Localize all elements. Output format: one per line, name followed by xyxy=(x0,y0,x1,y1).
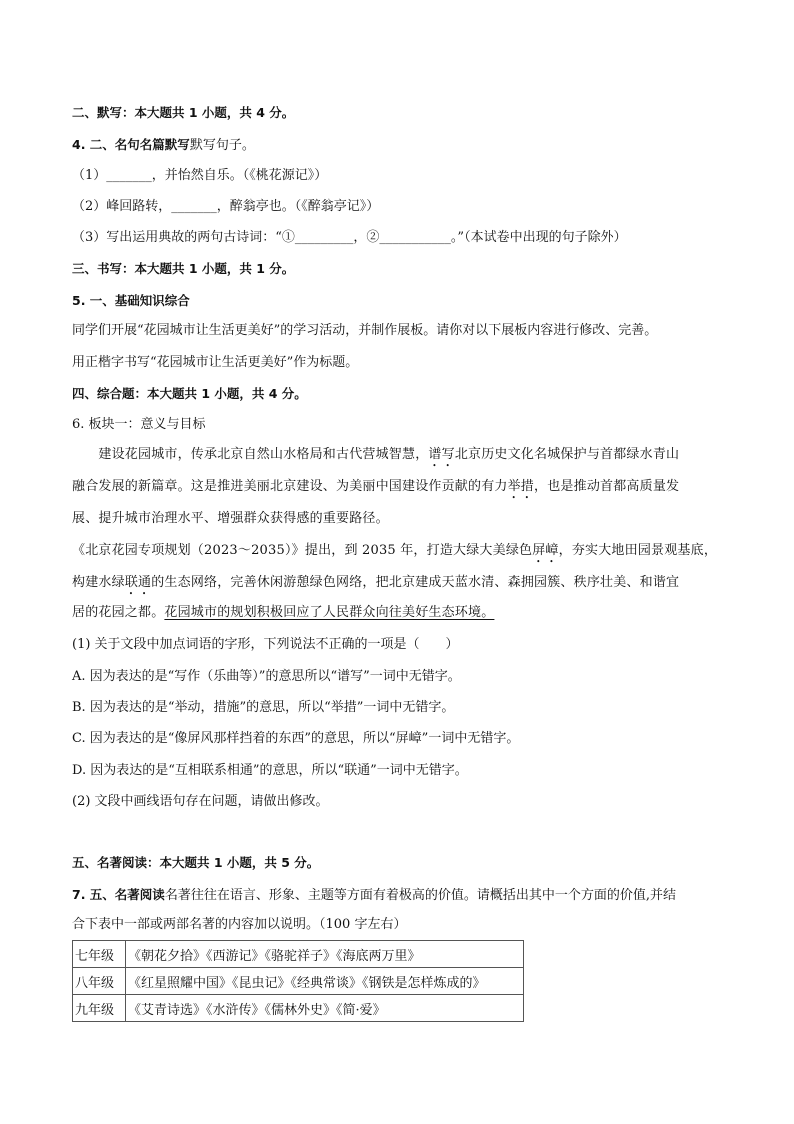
underlined-sentence: 花园城市的规划积极回应了人民群众向往美好生态环境。 xyxy=(164,605,495,620)
dotted-word-liantong: 联通 xyxy=(124,575,152,590)
section-heading-4: 四、综合题：本大题共 1 小题，共 4 分。 xyxy=(72,386,307,401)
dotted-word-jucuo: 举措 xyxy=(507,479,535,494)
books-cell: 《红星照耀中国》《昆虫记》《经典常谈》《钢铁是怎样炼成的》 xyxy=(126,968,524,995)
question-7-title xyxy=(72,886,732,905)
dotted-word-puxie: 谱写 xyxy=(428,447,455,462)
question-4-label: 4. 二、名句名篇默写 xyxy=(72,137,190,152)
question-4-item-3: （3）写出运用典故的两句古诗词：“①_________，②___________。”（本试卷中出现的句子除外） xyxy=(72,230,627,245)
dotted-word-pingzhang: 屏嶂 xyxy=(532,543,559,558)
table-row xyxy=(73,941,524,968)
option-b: B. 因为表达的是“举动，措施”的意思，所以“举措”一词中无错字。 xyxy=(72,700,455,715)
question-4-item-1: （1）_______，并怡然自乐。（《桃花源记》） xyxy=(72,168,328,183)
question-6-title: 6. 板块一：意义与目标 xyxy=(72,417,206,432)
passage-line-3: 展、提升城市治理水平、增强群众获得感的重要路径。 xyxy=(72,511,389,526)
passage-text: 构建水绿 xyxy=(72,575,125,590)
passage-text: ，也是推动首都高质量发 xyxy=(534,479,680,494)
books-cell: 《朝花夕拾》《西游记》《骆驼祥子》《海底两万里》 xyxy=(126,941,524,968)
section-heading-3: 三、书写：本大题共 1 小题，共 1 分。 xyxy=(72,261,295,276)
table-row xyxy=(73,995,524,1022)
passage-line-6 xyxy=(72,604,732,622)
question-4-title xyxy=(72,136,732,155)
question-6-sub-2: (2) 文段中画线语句存在问题，请做出修改。 xyxy=(72,794,329,809)
passage-text: 建设花园城市，传承北京自然山水格局和古代营城智慧， xyxy=(72,447,429,462)
passage-line-2 xyxy=(72,478,732,502)
books-cell: 《艾青诗选》《水浒传》《儒林外史》《简·爱》 xyxy=(126,995,524,1022)
question-5-title: 5. 一、基础知识综合 xyxy=(72,293,190,308)
section-heading-2: 二、默写：本大题共 1 小题，共 4 分。 xyxy=(72,105,295,120)
question-5-line-1: 同学们开展“花园城市让生活更美好”的学习活动，并制作展板。请你对以下展板内容进行修改、完善。 xyxy=(72,323,658,338)
question-4-instruction: 默写句子。 xyxy=(189,138,255,153)
passage-text: ，夯实大地田园景观基底， xyxy=(558,543,718,558)
option-c: C. 因为表达的是“像屏风那样挡着的东西”的意思，所以“屏嶂”一词中无错字。 xyxy=(72,731,520,746)
question-7-instruction: 名著往往在语言、形象、主题等方面有着极高的价值。请概括出其中一个方面的价值,并结 xyxy=(164,888,676,903)
question-5-line-2: 用正楷字书写“花园城市让生活更美好”作为标题。 xyxy=(72,355,359,370)
books-table xyxy=(72,940,524,1022)
passage-text: 北京历史文化名城保护与首都绿水青山 xyxy=(454,447,680,462)
grade-cell: 九年级 xyxy=(73,995,126,1022)
passage-line-5 xyxy=(72,574,732,598)
question-7-line-2: 合下表中一部或两部名著的内容加以说明。（100 字左右） xyxy=(72,917,407,932)
grade-cell: 八年级 xyxy=(73,968,126,995)
question-4-item-2: （2）峰回路转，_______，醉翁亭也。（《醉翁亭记》） xyxy=(72,199,380,214)
passage-text: 居的花园之都。 xyxy=(72,605,165,620)
passage-text: 融合发展的新篇章。这是推进美丽北京建设、为美丽中国建设作贡献的有力 xyxy=(72,479,508,494)
option-a: A. 因为表达的是“写作（乐曲等）”的意思所以“谱写”一词中无错字。 xyxy=(72,669,461,684)
section-heading-5: 五、名著阅读：本大题共 1 小题，共 5 分。 xyxy=(72,855,320,870)
passage-line-4 xyxy=(72,542,732,566)
question-6-sub-1: (1) 关于文段中加点词语的字形，下列说法不正确的一项是（ ） xyxy=(72,637,459,652)
table-row xyxy=(73,968,524,995)
question-7-label: 7. 五、名著阅读 xyxy=(72,887,165,902)
passage-line-1 xyxy=(72,446,732,470)
grade-cell: 七年级 xyxy=(73,941,126,968)
passage-text: 的生态网络，完善休闲游憩绿色网络，把北京建成天蓝水清、森拥园簇、秩序壮美、和谐宜 xyxy=(151,575,680,590)
option-d: D. 因为表达的是“互相联系相通”的意思，所以“联通”一词中无错字。 xyxy=(72,763,468,778)
passage-text: 《北京花园专项规划（2023～2035）》提出，到 2035 年，打造大绿大美绿色 xyxy=(72,543,533,558)
